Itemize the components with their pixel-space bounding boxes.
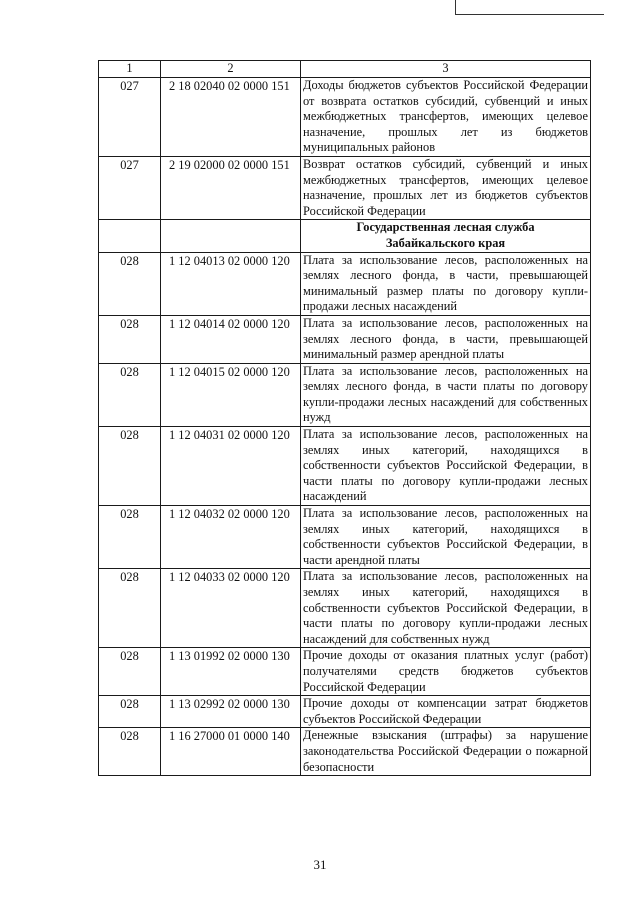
table-row bbox=[99, 315, 591, 363]
revenue-name: Доходы бюджетов субъектов Российской Федерации от возврата остатков субсидий, субвенций и иных межбюджетных трансфертов, имеющих целевое назначение, прошлых лет из бюджетов муниципальных районов bbox=[301, 78, 591, 157]
administrator-code: 028 bbox=[99, 427, 161, 506]
budget-classification-code: 2 18 02040 02 0000 151 bbox=[161, 78, 301, 157]
table-row bbox=[99, 696, 591, 728]
administrator-code: 028 bbox=[99, 506, 161, 569]
budget-classification-code: 1 16 27000 01 0000 140 bbox=[161, 728, 301, 776]
budget-classification-code: 1 12 04014 02 0000 120 bbox=[161, 315, 301, 363]
administrator-code: 028 bbox=[99, 315, 161, 363]
section-title-line-2: Забайкальского края bbox=[385, 235, 506, 250]
table-row bbox=[99, 252, 591, 315]
section-empty-cell bbox=[99, 220, 161, 252]
section-title-line-1: Государственная лесная служба bbox=[356, 220, 535, 235]
revenue-name: Прочие доходы от оказания платных услуг (работ) получателями средств бюджетов субъектов Российской Федерации bbox=[301, 648, 591, 696]
section-header-row bbox=[99, 220, 591, 252]
administrator-code: 027 bbox=[99, 78, 161, 157]
budget-classification-code: 1 12 04032 02 0000 120 bbox=[161, 506, 301, 569]
table-body bbox=[99, 78, 591, 776]
table-row bbox=[99, 728, 591, 776]
revenue-name: Возврат остатков субсидий, субвенций и иных межбюджетных трансфертов, имеющих целевое назначение, прошлых лет из бюджетов субъектов Российской Федерации bbox=[301, 156, 591, 219]
column-number-2: 2 bbox=[161, 61, 301, 78]
column-number-3: 3 bbox=[301, 61, 591, 78]
revenue-name: Прочие доходы от компенсации затрат бюджетов субъектов Российской Федерации bbox=[301, 696, 591, 728]
page-number: 31 bbox=[313, 857, 327, 872]
administrator-code: 028 bbox=[99, 363, 161, 426]
table-row bbox=[99, 78, 591, 157]
revenue-name: Плата за использование лесов, расположенных на землях лесного фонда, в части, превышающей минимальный размер платы по договору купли-продажи лесных насаждений bbox=[301, 252, 591, 315]
budget-revenue-table bbox=[98, 60, 591, 776]
administrator-code: 028 bbox=[99, 648, 161, 696]
table-header-row bbox=[99, 61, 591, 78]
table-row bbox=[99, 506, 591, 569]
administrator-code: 028 bbox=[99, 728, 161, 776]
column-number-1: 1 bbox=[99, 61, 161, 78]
top-edge-frame bbox=[455, 0, 604, 15]
revenue-name: Денежные взыскания (штрафы) за нарушение законодательства Российской Федерации о пожарной безопасности bbox=[301, 728, 591, 776]
budget-classification-code: 2 19 02000 02 0000 151 bbox=[161, 156, 301, 219]
table-row bbox=[99, 427, 591, 506]
table-row bbox=[99, 648, 591, 696]
budget-classification-code: 1 12 04033 02 0000 120 bbox=[161, 569, 301, 648]
administrator-code: 028 bbox=[99, 696, 161, 728]
section-empty-cell bbox=[161, 220, 301, 252]
revenue-name: Плата за использование лесов, расположенных на землях лесного фонда, в части, превышающей минимальный размер арендной платы bbox=[301, 315, 591, 363]
revenue-name: Плата за использование лесов, расположенных на землях иных категорий, находящихся в собственности субъектов Российской Федерации, в части платы по договору купли-продажи лесных насаждений bbox=[301, 427, 591, 506]
budget-classification-code: 1 13 01992 02 0000 130 bbox=[161, 648, 301, 696]
administrator-code: 028 bbox=[99, 569, 161, 648]
administrator-code: 027 bbox=[99, 156, 161, 219]
budget-classification-code: 1 12 04013 02 0000 120 bbox=[161, 252, 301, 315]
budget-classification-code: 1 12 04015 02 0000 120 bbox=[161, 363, 301, 426]
revenue-name: Плата за использование лесов, расположенных на землях иных категорий, находящихся в собственности субъектов Российской Федерации, в части арендной платы bbox=[301, 506, 591, 569]
table-row bbox=[99, 569, 591, 648]
budget-classification-code: 1 13 02992 02 0000 130 bbox=[161, 696, 301, 728]
section-title bbox=[301, 220, 591, 252]
budget-classification-code: 1 12 04031 02 0000 120 bbox=[161, 427, 301, 506]
table-row bbox=[99, 156, 591, 219]
administrator-code: 028 bbox=[99, 252, 161, 315]
revenue-name: Плата за использование лесов, расположенных на землях лесного фонда, в части платы по договору купли-продажи лесных насаждений для собственных нужд bbox=[301, 363, 591, 426]
table-row bbox=[99, 363, 591, 426]
revenue-name: Плата за использование лесов, расположенных на землях иных категорий, находящихся в собственности субъектов Российской Федерации, в части платы по договору купли-продажи лесных насаждений для собственных нужд bbox=[301, 569, 591, 648]
